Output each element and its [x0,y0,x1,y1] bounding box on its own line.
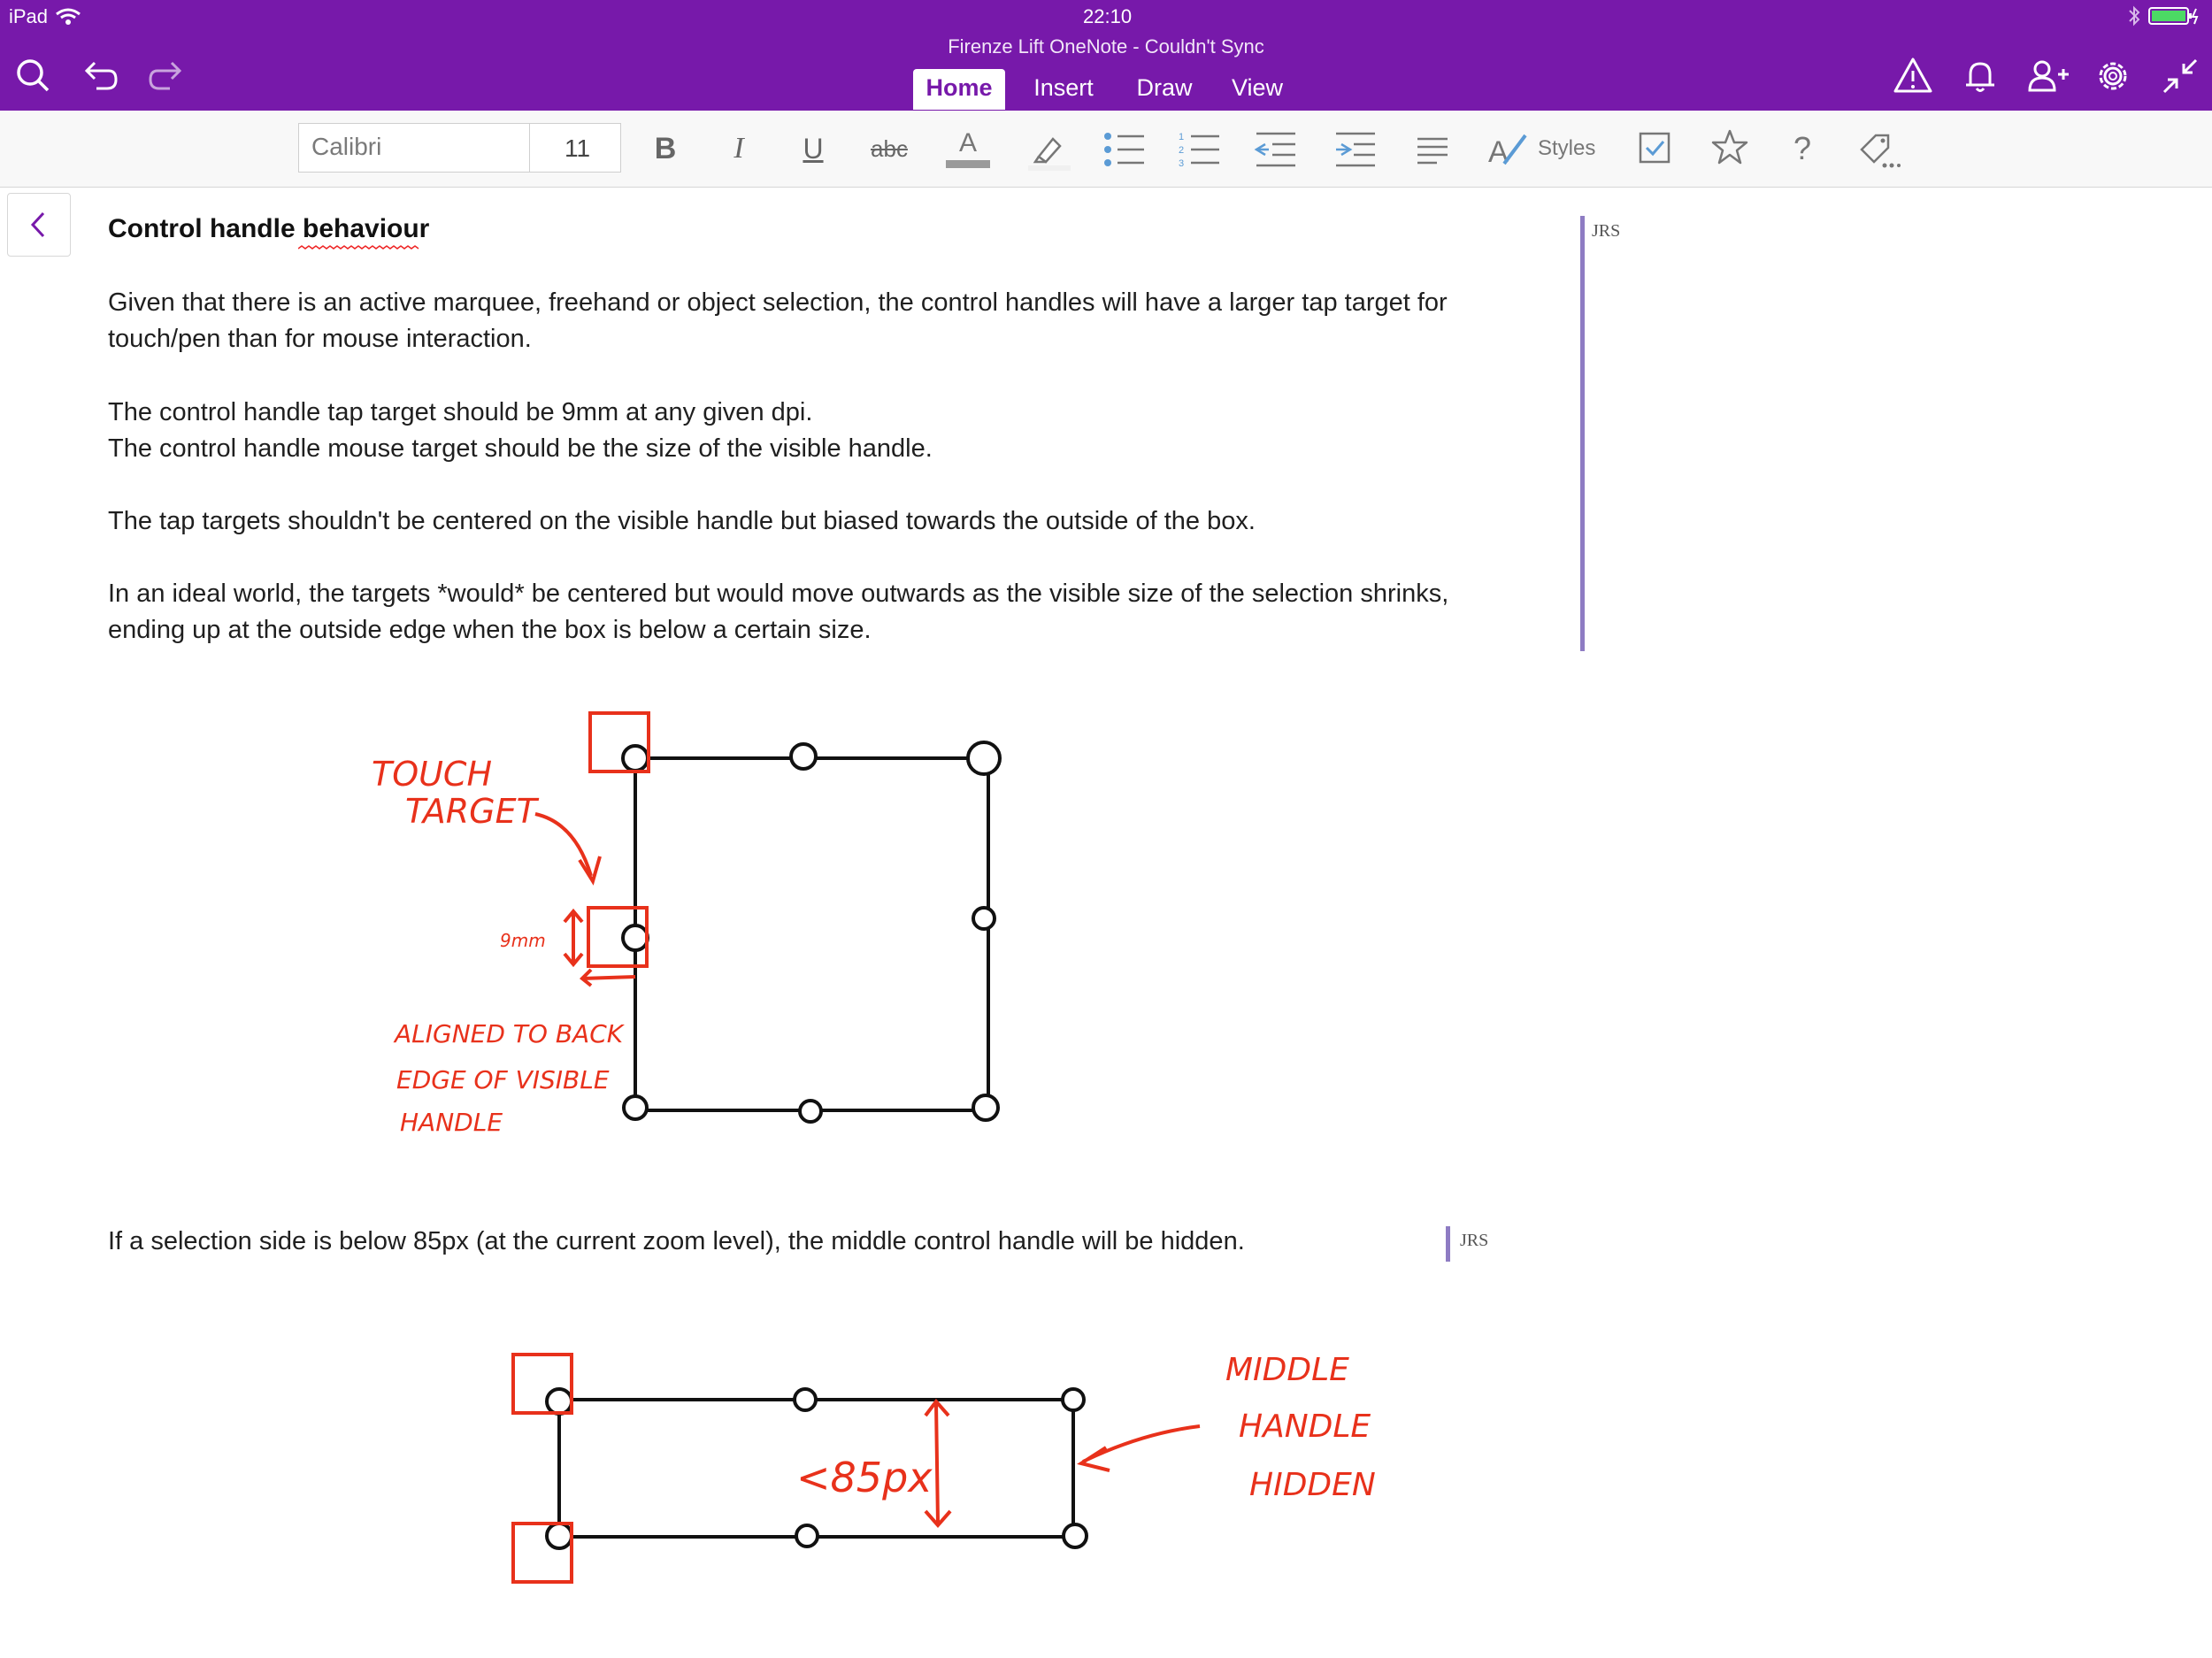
control-handle [547,1389,572,1414]
ink-label: HANDLE [400,1108,503,1137]
ink-arrow [1081,1426,1200,1470]
ink-label: <85px [796,1454,933,1501]
styles-label: Styles [1538,136,1596,160]
ink-arrow [582,970,635,986]
control-handle [624,1096,647,1119]
control-handle [796,1525,818,1547]
paragraph-line[interactable]: If a selection side is below 85px (at the current zoom level), the middle control handle will be hidden. [108,1227,1245,1255]
tab-draw[interactable]: Draw [1136,74,1193,101]
paragraph-line[interactable]: The control handle tap target should be 9mm at any given dpi. [108,398,813,426]
control-handle [623,746,648,771]
underline-button[interactable]: U [803,132,824,165]
tab-view[interactable]: View [1231,74,1284,101]
control-handle [968,742,1000,774]
control-handle [547,1524,572,1548]
svg-text:A: A [1488,135,1509,169]
paragraph-line[interactable]: Given that there is an active marquee, freehand or object selection, the control handles will have a larger tap target for [108,288,1448,317]
help-button[interactable]: ? [1793,130,1812,166]
control-handle [1063,1389,1084,1410]
clock: 22:10 [1083,5,1133,27]
control-handle [800,1101,821,1122]
ink-label: TARGET [405,792,537,831]
control-handle [1064,1524,1087,1547]
ink-arrow [565,911,582,964]
author-tag: JRS [1460,1231,1489,1250]
paragraph-line[interactable]: In an ideal world, the targets *would* be centered but would move outwards as the visible size of the selection shrinks, [108,580,1449,608]
paragraph-line[interactable]: The tap targets shouldn't be centered on the visible handle but biased towards the outside of the box. [108,507,1256,535]
paragraph-line[interactable]: touch/pen than for mouse interaction. [108,325,532,353]
control-handle [973,1095,998,1120]
font-size[interactable]: 11 [565,134,591,162]
ink-label: EDGE OF VISIBLE [396,1065,610,1094]
control-handle [623,925,648,950]
svg-text:3: 3 [1179,158,1185,169]
svg-text:2: 2 [1179,145,1185,156]
tab-insert[interactable]: Insert [1033,74,1094,101]
strikethrough-button[interactable]: abc [871,134,908,162]
tab-home[interactable]: Home [913,69,1005,110]
ink-label: 9mm [500,930,546,951]
ink-label: HANDLE [1239,1409,1371,1445]
control-handle [795,1389,816,1410]
font-color-label: A [958,127,977,157]
font-name[interactable]: Calibri [311,133,382,160]
control-handle [791,744,816,769]
bold-button[interactable]: B [654,131,677,165]
control-handle [973,908,995,929]
ink-label: ALIGNED TO BACK [395,1019,624,1048]
paragraph-line[interactable]: ending up at the outside edge when the box is below a certain size. [108,616,872,644]
device-label: iPad [9,5,49,27]
paragraph-line[interactable]: The control handle mouse target should be the size of the visible handle. [108,434,933,463]
italic-button[interactable]: I [733,132,744,165]
selection-box [635,758,988,1110]
ink-label: HIDDEN [1249,1467,1376,1503]
note-title[interactable]: Control handle behaviour [108,214,430,243]
ink-label: TOUCH [372,755,493,794]
author-tag: JRS [1592,221,1621,241]
ink-label: MIDDLE [1225,1352,1349,1388]
window-title: Firenze Lift OneNote - Couldn't Sync [948,35,1264,58]
svg-text:1: 1 [1179,132,1185,142]
